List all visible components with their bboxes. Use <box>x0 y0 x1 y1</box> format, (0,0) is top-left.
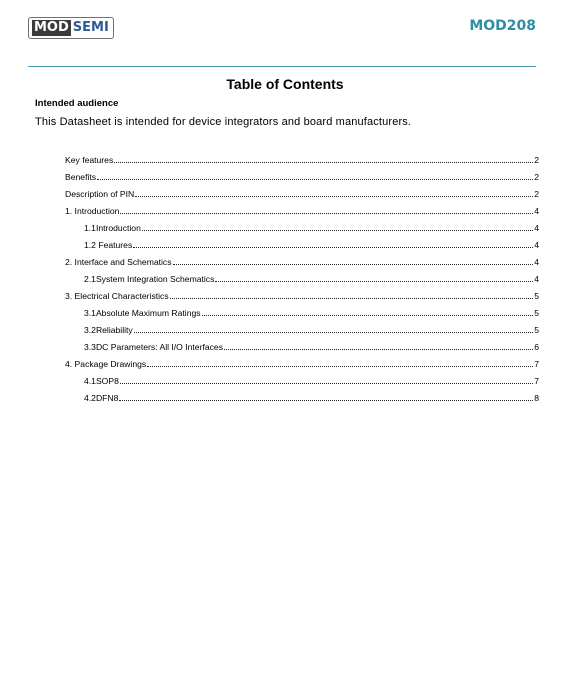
toc-entry-page: 6 <box>534 342 539 352</box>
logo-semi-text: SEMI <box>72 20 109 35</box>
toc-entry-page: 7 <box>534 376 539 386</box>
toc-entry-page: 4 <box>534 223 539 233</box>
toc-entry-label: 2. Interface and Schematics <box>65 257 172 267</box>
toc-entry-label: Key features <box>65 155 114 165</box>
toc-entry-label: 3.3DC Parameters: All I/O Interfaces <box>84 342 223 352</box>
company-logo <box>28 17 114 39</box>
toc-entry-page: 7 <box>534 359 539 369</box>
header-divider <box>28 66 536 67</box>
toc-leader-dots <box>224 349 533 350</box>
page-title: Table of Contents <box>226 76 344 92</box>
toc-entry-label: 1. Introduction <box>65 206 120 216</box>
toc-leader-dots <box>147 366 533 367</box>
toc-entry[interactable] <box>65 151 539 165</box>
audience-text: This Datasheet is intended for device integrators and board manufacturers. <box>35 116 412 128</box>
logo-mod-text: MOD <box>34 20 69 35</box>
toc-entry-label: 3.2Reliability <box>84 325 133 335</box>
toc-leader-dots <box>170 298 534 299</box>
toc-entry[interactable] <box>84 321 539 335</box>
toc-entry[interactable] <box>65 168 539 182</box>
toc-leader-dots <box>135 196 533 197</box>
toc-entry-page: 2 <box>534 172 539 182</box>
toc-leader-dots <box>119 400 533 401</box>
toc-entry[interactable] <box>84 270 539 284</box>
toc-entry-label: 2.1System Integration Schematics <box>84 274 215 284</box>
toc-entry[interactable] <box>84 236 539 250</box>
toc-entry-page: 4 <box>534 274 539 284</box>
toc-leader-dots <box>142 230 533 231</box>
toc-entry-label: 1.2 Features <box>84 240 133 250</box>
toc-entry-page: 8 <box>534 393 539 403</box>
toc-entry-label: 1.1Introduction <box>84 223 141 233</box>
toc-leader-dots <box>114 162 533 163</box>
toc-entry-label: 3.1Absolute Maximum Ratings <box>84 308 201 318</box>
toc-leader-dots <box>97 179 533 180</box>
toc-leader-dots <box>202 315 534 316</box>
toc-entry-label: Description of PIN <box>65 189 135 199</box>
toc-leader-dots <box>133 247 533 248</box>
audience-heading: Intended audience <box>35 98 119 109</box>
toc-entry[interactable] <box>84 372 539 386</box>
toc-entry-page: 5 <box>534 291 539 301</box>
toc-entry-page: 4 <box>534 206 539 216</box>
toc-leader-dots <box>120 383 533 384</box>
model-number: MOD208 <box>469 18 536 34</box>
toc-leader-dots <box>120 213 533 214</box>
toc-entry-page: 2 <box>534 155 539 165</box>
toc-entry-page: 4 <box>534 257 539 267</box>
toc-entry-page: 5 <box>534 325 539 335</box>
toc-entry-label: Benefits <box>65 172 97 182</box>
toc-entry[interactable] <box>65 202 539 216</box>
toc-entry[interactable] <box>84 338 539 352</box>
toc-leader-dots <box>215 281 533 282</box>
toc-entry-label: 3. Electrical Characteristics <box>65 291 169 301</box>
toc-entry-label: 4. Package Drawings <box>65 359 147 369</box>
toc-entry[interactable] <box>84 219 539 233</box>
toc-entry[interactable] <box>65 253 539 267</box>
toc-entry[interactable] <box>65 185 539 199</box>
toc-entry[interactable] <box>65 287 539 301</box>
toc-entry-page: 5 <box>534 308 539 318</box>
toc-entry[interactable] <box>84 389 539 403</box>
toc-entry[interactable] <box>65 355 539 369</box>
toc-entry-page: 4 <box>534 240 539 250</box>
toc-entry-label: 4.1SOP8 <box>84 376 119 386</box>
toc-entry-label: 4.2DFN8 <box>84 393 119 403</box>
toc-leader-dots <box>134 332 533 333</box>
toc-entry[interactable] <box>84 304 539 318</box>
toc-leader-dots <box>173 264 534 265</box>
toc-entry-page: 2 <box>534 189 539 199</box>
